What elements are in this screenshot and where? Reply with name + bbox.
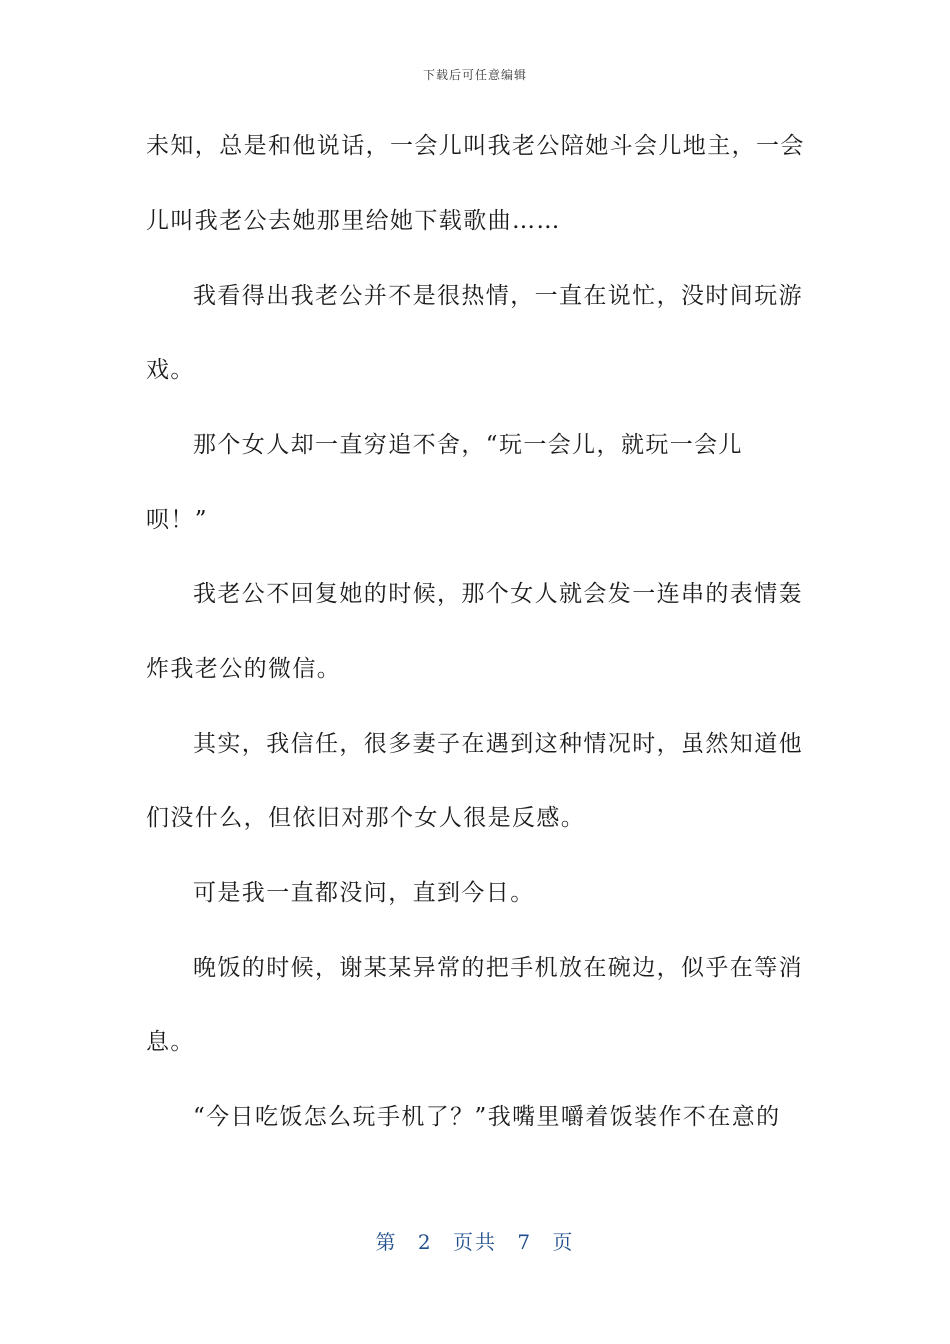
- text-line: 可是我一直都没问，直到今日。: [193, 880, 535, 906]
- text-line: 们没什么，但依旧对那个女人很是反感。: [146, 805, 586, 831]
- text-line: 晚饭的时候，谢某某异常的把手机放在碗边，似乎在等消: [193, 955, 803, 981]
- text-line: 炸我老公的微信。: [146, 656, 342, 682]
- text-line: 息。: [146, 1029, 195, 1055]
- page-header: 下载后可任意编辑: [422, 68, 527, 82]
- text-line: 呗！”: [146, 507, 208, 533]
- text-line: 我老公不回复她的时候，那个女人就会发一连串的表情轰: [193, 581, 803, 607]
- text-line: 戏。: [146, 357, 195, 383]
- page-footer: 第 2 页共 7 页: [375, 1230, 575, 1254]
- text-line: “今日吃饭怎么玩手机了？”我嘴里嚼着饭装作不在意的: [193, 1104, 781, 1130]
- text-line: 那个女人却一直穷追不舍，“玩一会儿，就玩一会儿: [193, 432, 743, 458]
- text-line: 未知，总是和他说话，一会儿叫我老公陪她斗会儿地主，一会: [146, 133, 805, 159]
- text-line: 儿叫我老公去她那里给她下载歌曲……: [146, 208, 561, 234]
- text-line: 我看得出我老公并不是很热情，一直在说忙，没时间玩游: [193, 283, 803, 309]
- text-line: 其实，我信任，很多妻子在遇到这种情况时，虽然知道他: [193, 731, 803, 757]
